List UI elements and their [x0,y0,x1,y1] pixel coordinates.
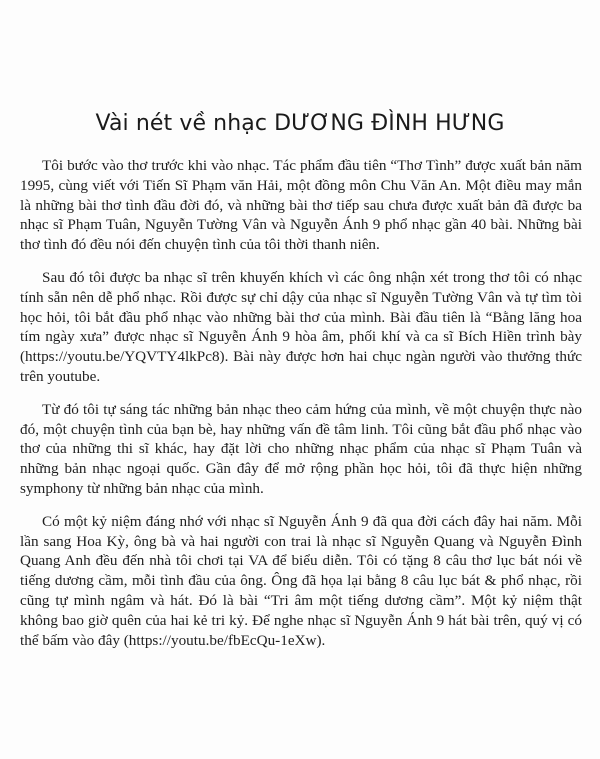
paragraph: Từ đó tôi tự sáng tác những bản nhạc theo cảm hứng của mình, về một chuyện thực nào đó, một chuyện tình của bạn bè, hay những vấn đề tâm linh. Tôi cũng bắt đầu phổ nhạc vào thơ của những thi sĩ khác, hay đặt lời cho những nhạc phẩm của nhạc sĩ Phạm Tuân và những bản nhạc ngoại quốc. Gần đây để mở rộng phần học hỏi, tôi đã thực hiện những symphony từ những bản nhạc của mình. [20,400,582,497]
paragraph: Tôi bước vào thơ trước khi vào nhạc. Tác phẩm đầu tiên “Thơ Tình” được xuất bản năm 1995, cùng viết với Tiến Sĩ Phạm văn Hải, một đồng môn Chu Văn An. Một điều may mắn là những bài thơ tình đầu đời đó, và những bài thơ tiếp sau chưa được xuất bản đã được ba nhạc sĩ Phạm Tuân, Nguyễn Tường Vân và Nguyễn Ánh 9 phổ nhạc gần 40 bài. Những bài thơ tình đó đều nói đến chuyện tình của tôi thời thanh niên. [20,157,582,254]
paragraph: Có một kỷ niệm đáng nhớ với nhạc sĩ Nguyễn Ánh 9 đã qua đời cách đây hai năm. Mỗi lần sang Hoa Kỳ, ông bà và hai người con trai là nhạc sĩ Nguyễn Quang và Nguyễn Đình Quang Anh đều đến nhà tôi chơi tại VA để biểu diễn. Tôi có tặng 8 câu thơ lục bát nói về tiếng dương cầm, mỗi tình đầu của ông. Ông đã họa lại bằng 8 câu lục bát & phổ nhạc, rồi cũng tự mình ngâm và hát. Đó là bài “Tri âm một tiếng dương cầm”. Một kỷ niệm thật không bao giờ quên của hai kẻ tri kỷ. Để nghe nhạc sĩ Nguyễn Ánh 9 hát bài trên, quý vị có thể bấm vào đây (https://youtu.be/fbEcQu-1eXw). [20,512,582,649]
article-body [20,156,582,663]
paragraph: Sau đó tôi được ba nhạc sĩ trên khuyến khích vì các ông nhận xét trong thơ tôi có nhạc tính sẵn nên dễ phổ nhạc. Rồi được sự chỉ dậy của nhạc sĩ Nguyễn Tường Vân và tự tìm tòi học hỏi, tôi bắt đầu phổ nhạc vào những bài thơ của mình. Bài đầu tiên là “Bằng lăng hoa tím ngày xưa” được nhạc sĩ Nguyễn Ánh 9 hòa âm, phối khí và ca sĩ Bích Hiền trình bày (https://youtu.be/YQVTY4lkPc8). Bài này được hơn hai chục ngàn người vào thưởng thức trên youtube. [20,268,582,385]
page-title: Vài nét về nhạc DƯƠNG ĐÌNH HƯNG [95,111,505,136]
